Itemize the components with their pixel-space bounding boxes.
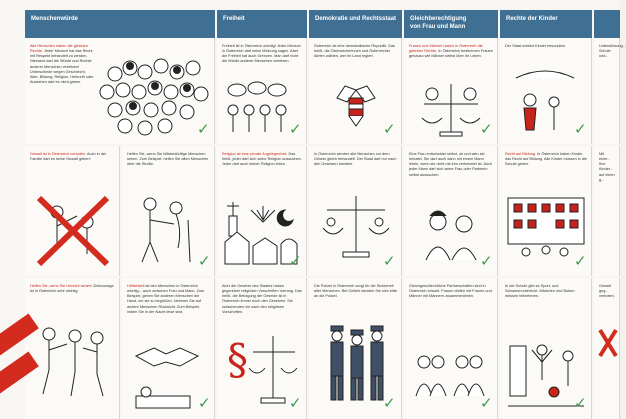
protecting-hands-children-icon xyxy=(510,68,580,138)
cell-r3-c1: Helfen Sie, wenn Sie Unrecht sehen! Zivilcourage ist in Österreich sehr wichtig. xyxy=(25,278,120,419)
cell-r3-c3: Aber die Gesetze des Staates haben gegenüber religiösen Vorschriften Vorrang. Das heißt, die Befolgung der Gesetze ist in Österreich immer noch den Gesetzen. Sie zwischenden nie nach den religiösen Vorschriften. § ✓ xyxy=(217,278,307,419)
check-icon: ✓ xyxy=(198,252,211,270)
cell-r1-c3: Österreich ist eine demokratische Republik. Das heißt, die Österreicherinnen und Österreicher dürfen wählen, wer ihr Land regiert. ✓ xyxy=(309,38,402,144)
helping-elderly-illustration xyxy=(130,190,200,266)
check-icon: ✓ xyxy=(289,394,302,412)
cell-r3-c6: In der Schule gibt es Sport- und Schwimmunterricht. Mädchen und Buben müssen teilnehmen. ✓ xyxy=(500,278,592,419)
header-rechte-kinder: Rechte der Kinder xyxy=(500,10,592,46)
violence-prohibited-illustration xyxy=(35,192,111,268)
cell-r2-c3: Religion ist eine private Angelegenheit. Das heißt, jeder darf sich seine Religion aussuchen. Jeder darf auch keiner Religion leben. ✓ xyxy=(217,146,307,276)
prohibited-cross-icon xyxy=(598,328,618,358)
check-icon: ✓ xyxy=(289,120,302,138)
cell-r2-c7: Mit einer... Ihre Kinder... auf einen g... xyxy=(594,146,620,276)
header-demokratie: Demokratie und Rechtsstaat xyxy=(309,10,402,46)
cell-r3-c5: Gleichgeschlechtliche Partnerschaften sind in Österreich erlaubt. Frauen dürfen mit Frauen und Männer mit Männern zusammenleben. ✓ xyxy=(404,278,498,419)
cell-r1-c5: Der Staat schützt Kinder besonders. ✓ xyxy=(500,38,592,144)
cell-r2-c1: Gewalt ist in Österreich verboten. Auch in der Familie darf es keine Gewalt geben! xyxy=(25,146,120,276)
balance-scale-man-woman-icon xyxy=(418,78,484,138)
cell-r1-c4: Frauen und Männer haben in Österreich die gleichen Rechte. In Österreich bestimmen Frauen genauso wie Männer selbst über ihr Leben. ✓ xyxy=(404,38,498,144)
police-officers-illustration xyxy=(321,322,391,406)
handshake-icon xyxy=(132,336,202,376)
cell-r2-c4: In Österreich werden alle Menschen vor dem Gesetz gleich behandelt. Der Staat darf nur nach den Gesetzen handeln. ✓ xyxy=(309,146,402,276)
cell-r3-c2: Höflichkeit ist den Menschen in Österreich wichtig – auch zwischen Frau und Mann. Zum Beispiel, geben Sie anderen Menschen die Hand, um sie zu begrüßen. Nehmen Sie auf andere Menschen Rücksicht. Zum Beispiel, indem Sie in der Nacht leise sind. ✓ xyxy=(122,278,215,419)
check-icon: ✓ xyxy=(574,120,587,138)
check-icon: ✓ xyxy=(383,394,396,412)
eagle-coat-of-arms-icon xyxy=(333,84,379,130)
cell-r1-c6: Unterstützung... Schule und... xyxy=(594,38,620,144)
check-icon: ✓ xyxy=(383,120,396,138)
sleeping-person-icon xyxy=(132,380,194,414)
svg-text:§: § xyxy=(227,335,248,384)
cell-r2-c6: Recht auf Bildung. In Österreich haben Kinder das Recht auf Bildung. Alle Kinder müssen in die Schule gehen. ✓ xyxy=(500,146,592,276)
same-sex-couples-illustration xyxy=(412,350,490,398)
check-icon: ✓ xyxy=(198,394,211,412)
cell-r3-c7: Gewalt geg... verboten. xyxy=(594,278,620,419)
cell-r1-c2: Freiheit ist in Österreich wichtig! Jeder Mensch in Österreich darf seine Meinung sagen. Aber die Freiheit hat auch Grenzen. Man darf nicht die Würde anderer Menschen verletzen. ✓ xyxy=(217,38,307,144)
crowd-illustration xyxy=(95,44,211,140)
check-icon: ✓ xyxy=(480,120,493,138)
justice-scale-icon xyxy=(321,192,391,262)
header-gleichberechtigung: Gleichberechtigung von Frau und Mann xyxy=(404,10,498,46)
header-menschenwuerde: Menschenwürde xyxy=(25,10,215,46)
check-icon: ✓ xyxy=(480,252,493,270)
couple-illustration xyxy=(416,208,486,262)
cell-r2-c5: Eine Frau entscheidet selbst, ob und wen sie heiratet. Sie darf auch dann mit einem Mann leben, wenn sie nicht mit ihm verheiratet ist. Auch jeder Mann darf sich seine Frau oder Partnerin selbst aussuchen. ✓ xyxy=(404,146,498,276)
check-icon: ✓ xyxy=(574,394,587,412)
check-icon: ✓ xyxy=(480,394,493,412)
cell-r3-c4: Die Polizei in Österreich sorgt für die Sicherheit aller Menschen. Bei Gefahr wenden Sie sich bitte an die Polizei. ✓ xyxy=(309,278,402,419)
cell-r1-c1: Alle Menschen haben die gleichen Rechte. Jeder Mensch hat das Recht mit Respekt behandelt zu werden. Niemand darf die Würde und Rechte anderer Menschen verletzen! Unterschiede wegen Geschlecht, Alter, Bildung, Religion, Herkunft oder Aussehen darf es nicht geben. ✓ xyxy=(25,38,215,144)
check-icon: ✓ xyxy=(574,252,587,270)
check-icon: ✓ xyxy=(289,252,302,270)
check-icon: ✓ xyxy=(197,120,210,138)
check-icon: ✓ xyxy=(383,252,396,270)
header-freiheit: Freiheit xyxy=(217,10,307,46)
civil-courage-illustration xyxy=(33,322,113,402)
cell-r2-c2: Helfen Sie, wenn Sie hilfsbedürftige Menschen sehen. Zum Beispiel, helfen Sie alten Menschen über die Straße. ✓ xyxy=(122,146,215,276)
